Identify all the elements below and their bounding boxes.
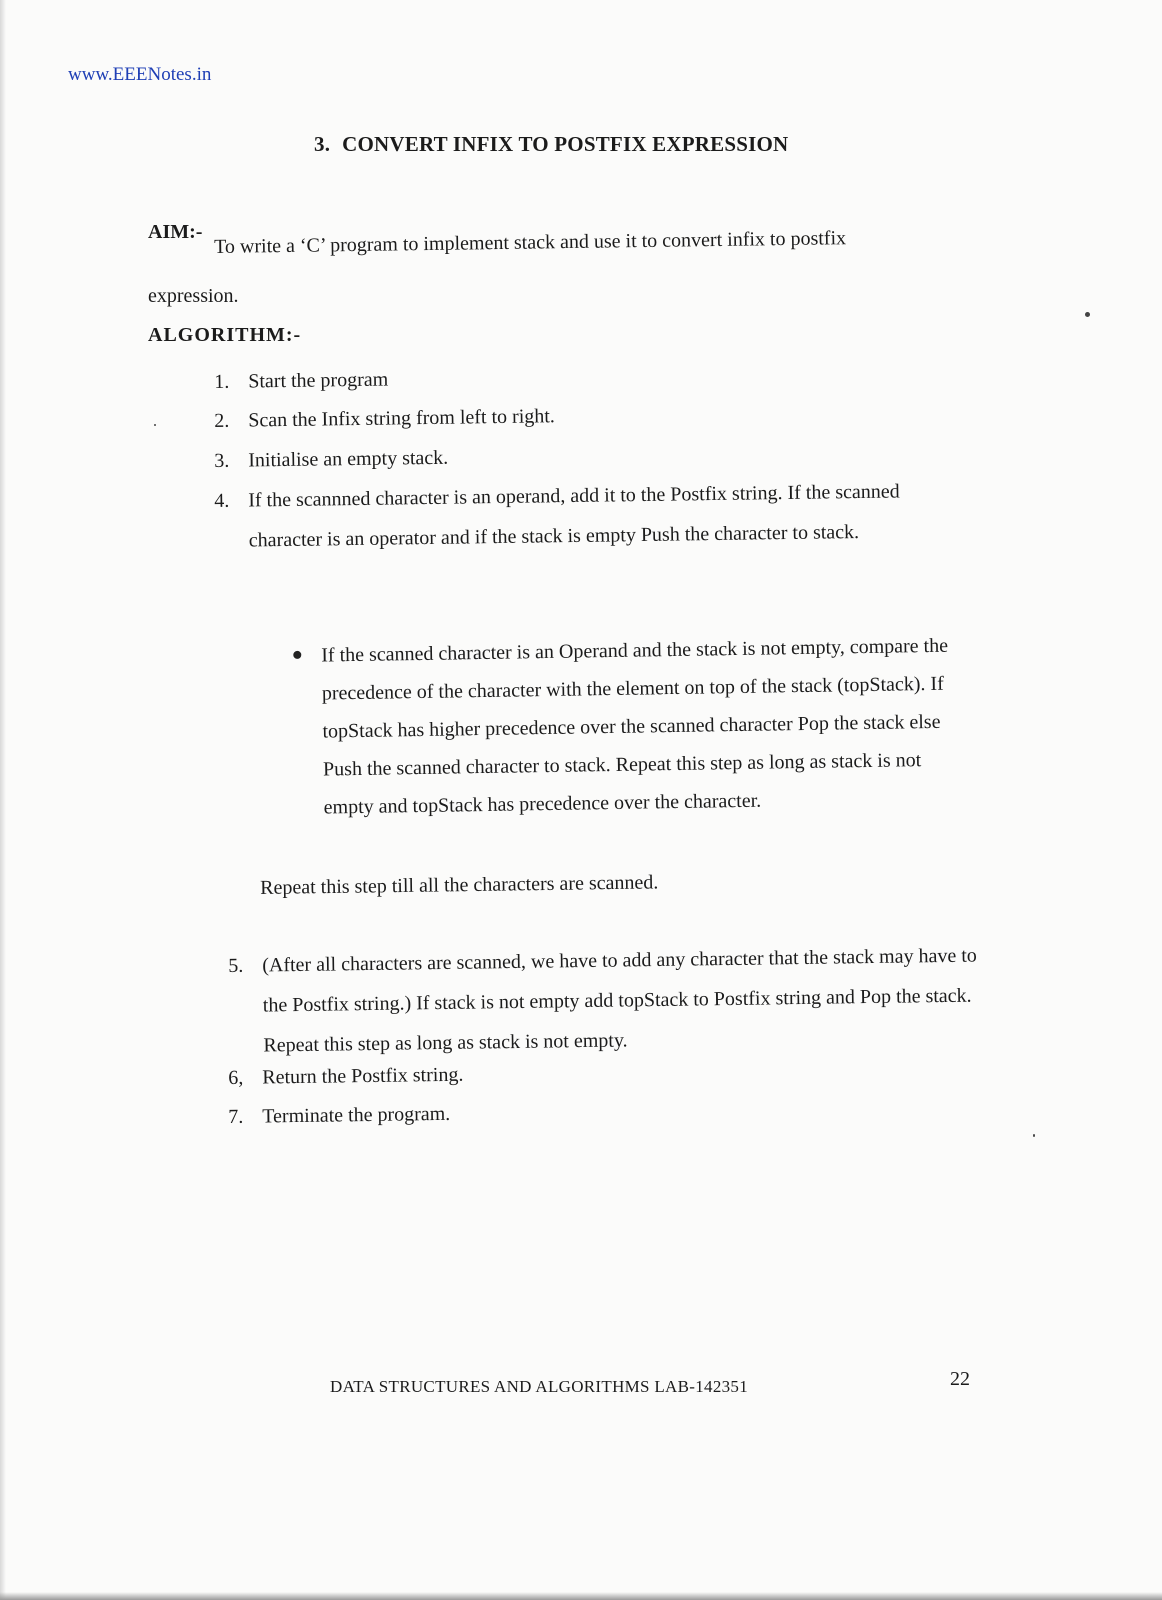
step-number: 5. [228, 954, 244, 977]
speck [1033, 1134, 1035, 1137]
step-number: 2. [214, 409, 230, 432]
step-number: 6, [228, 1066, 244, 1089]
step-text: If the scannned character is an operand, add it to the Postfix string. If the scanned character is an operator and if the stack is empty Push the character to stack. [248, 480, 900, 552]
algorithm-bullet [293, 627, 949, 819]
algorithm-heading: ALGORITHM:- [148, 324, 302, 346]
step-number: 7. [228, 1105, 244, 1128]
step-text: Scan the Infix string from left to right. [248, 405, 556, 432]
bullet-dot-icon [293, 651, 301, 659]
step-text: Start the program [248, 368, 389, 393]
title-number: 3. [314, 132, 331, 156]
bullet-text: If the scanned character is an Operand and the stack is not empty, compare the precedence of the character with the element on top of the stack (topStack). If topStack has higher precedence over the scanned character Pop the stack else Push the scanned character to stack. Repeat this step as long as stack is not empty and topStack has precedence over the character. [321, 634, 949, 819]
page-left-edge [0, 0, 6, 1600]
page-number: 22 [950, 1368, 970, 1390]
aim-text-line1: To write a ‘C’ program to implement stack and use it to convert infix to postfix [214, 227, 847, 258]
site-url[interactable]: www.EEENotes.in [68, 64, 212, 85]
speck [1085, 312, 1090, 317]
speck [154, 424, 156, 426]
page-bottom-edge [0, 1592, 1162, 1600]
step-number: 4. [214, 489, 230, 512]
step-number: 1. [214, 370, 230, 393]
step-number: 3. [214, 449, 230, 472]
repeat-note: Repeat this step till all the characters are scanned. [260, 871, 659, 899]
aim-text-line2: expression. [148, 285, 239, 307]
title-text: CONVERT INFIX TO POSTFIX EXPRESSION [342, 132, 789, 156]
step-text: Initialise an empty stack. [248, 446, 449, 472]
step-text: Terminate the program. [262, 1102, 451, 1128]
page-title [314, 132, 788, 157]
footer-course: DATA STRUCTURES AND ALGORITHMS LAB-142351 [330, 1377, 749, 1396]
aim-heading: AIM:- [148, 221, 203, 243]
step-text: Return the Postfix string. [262, 1063, 464, 1089]
step-text: (After all characters are scanned, we have to add any character that the stack may have to the Postfix string.) If stack is not empty add topStack to Postfix string and Pop the stack. Repeat this step as long as stack is not empty. [262, 944, 978, 1057]
